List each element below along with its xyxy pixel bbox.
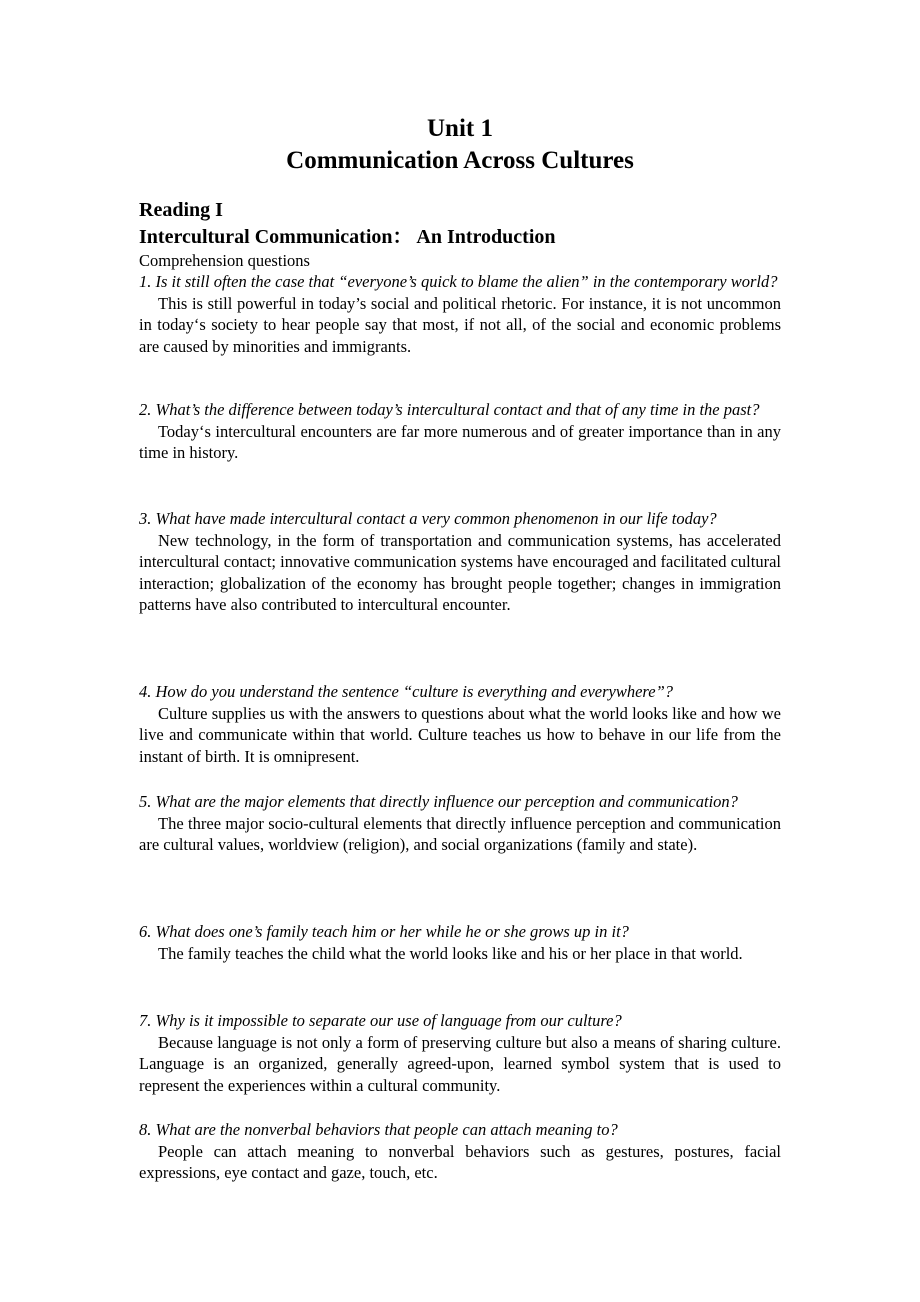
unit-label: Unit 1 xyxy=(427,115,493,142)
question-text: 1. Is it still often the case that “everyone’s quick to blame the alien” in the contemporary world? xyxy=(139,272,778,291)
question-text: 6. What does one’s family teach him or her while he or she grows up in it? xyxy=(139,922,629,941)
qa-item-3 xyxy=(139,508,781,616)
answer-text: Culture supplies us with the answers to questions about what the world looks like and how we live and communicate within that world. Culture teaches us how to behave in our life from the instant of birth. It is omnipresent. xyxy=(139,703,781,766)
qa-item-8 xyxy=(139,1119,781,1184)
answer-text: New technology, in the form of transportation and communication systems, has accelerated intercultural contact; innovative communication systems have encouraged and facilitated cultural interaction; globalization of the economy has brought people together; changes in immigration patterns have also contributed to intercultural encounter. xyxy=(139,530,781,615)
qa-item-1 xyxy=(139,271,781,357)
answer-text: People can attach meaning to nonverbal behaviors such as gestures, postures, facial expressions, eye contact and gaze, touch, etc. xyxy=(139,1141,781,1183)
unit-title: Communication Across Cultures xyxy=(286,147,634,174)
qa-item-5 xyxy=(139,791,781,856)
question-text: 8. What are the nonverbal behaviors that people can attach meaning to? xyxy=(139,1120,618,1139)
qa-item-6 xyxy=(139,921,781,964)
qa-item-4 xyxy=(139,681,781,767)
question-text: 3. What have made intercultural contact a very common phenomenon in our life today? xyxy=(139,509,717,528)
qa-item-7 xyxy=(139,1010,781,1096)
question-text: 4. How do you understand the sentence “culture is everything and everywhere”? xyxy=(139,682,673,701)
reading-title: Intercultural Communication： An Introduction xyxy=(139,226,556,248)
answer-text: The family teaches the child what the world looks like and his or her place in that world. xyxy=(158,943,743,963)
question-text: 2. What’s the difference between today’s intercultural contact and that of any time in the past? xyxy=(139,400,760,419)
answer-text: This is still powerful in today’s social and political rhetoric. For instance, it is not uncommon in today‘s society to hear people say that most, if not all, of the social and economic problems are caused by minorities and immigrants. xyxy=(139,293,781,356)
qa-item-2 xyxy=(139,399,781,464)
question-text: 5. What are the major elements that directly influence our perception and communication? xyxy=(139,792,738,811)
answer-text: Today‘s intercultural encounters are far more numerous and of greater importance than in any time in history. xyxy=(139,421,781,463)
answer-text: The three major socio-cultural elements that directly influence perception and communication are cultural values, worldview (religion), and social organizations (family and state). xyxy=(139,813,781,855)
answer-text: Because language is not only a form of preserving culture but also a means of sharing culture. Language is an organized, generally agreed-upon, learned symbol system that is used to represent the experiences within a cultural community. xyxy=(139,1032,781,1095)
question-text: 7. Why is it impossible to separate our use of language from our culture? xyxy=(139,1011,622,1030)
reading-label: Reading I xyxy=(139,199,223,221)
section-label: Comprehension questions xyxy=(139,251,310,270)
